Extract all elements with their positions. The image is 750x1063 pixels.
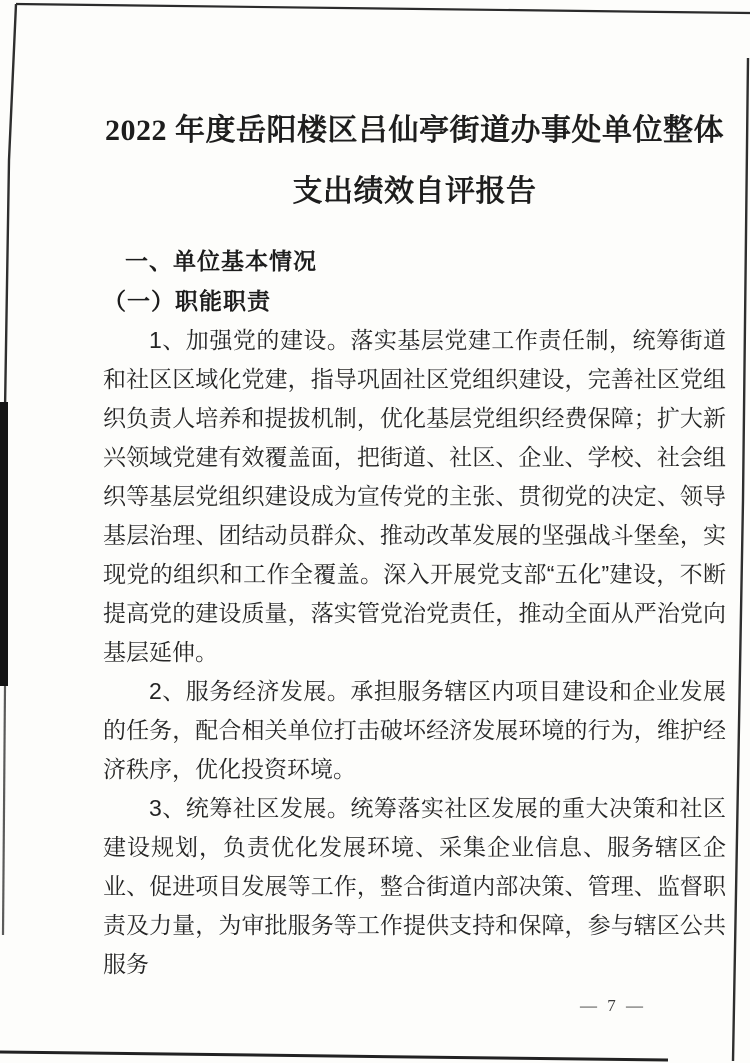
body-text (103, 321, 726, 984)
subsection-heading: （一）职能职责 (103, 288, 271, 314)
body-paragraph-2: 2、服务经济发展。承担服务辖区内项目建设和企业发展的任务，配合相关单位打击破坏经济发展环境的行为，维护经济秩序，优化投资环境。 (103, 678, 726, 782)
document-content (103, 100, 726, 984)
section-heading: 一、单位基本情况 (125, 248, 317, 274)
document-title-line1: 2022 年度岳阳楼区吕仙亭街道办事处单位整体 (105, 114, 724, 147)
body-paragraph-3: 3、统筹社区发展。统筹落实社区发展的重大决策和社区建设规划，负责优化发展环境、采集企业信息、服务辖区企业、促进项目发展等工作，整合街道内部决策、管理、监督职责及力量，为审批服务等工作提供支持和保障，参与辖区公共服务 (103, 795, 726, 977)
body-paragraph-1: 1、加强党的建设。落实基层党建工作责任制，统筹街道和社区区域化党建，指导巩固社区党组织建设，完善社区党组织负责人培养和提拔机制，优化基层党组织经费保障；扩大新兴领域党建有效覆盖面，把街道、社区、企业、学校、社会组织等基层党组织建设成为宣传党的主张、贯彻党的决定、领导基层治理、团结动员群众、推动改革发展的坚强战斗堡垒，实现党的组织和工作全覆盖。深入开展党支部“五化”建设，不断提高党的建设质量，落实管党治党责任，推动全面从严治党向基层延伸。 (103, 327, 726, 665)
document-title-line2: 支出绩效自评报告 (292, 175, 537, 208)
document-title (103, 100, 726, 222)
page-number: — 7 — (580, 996, 646, 1015)
